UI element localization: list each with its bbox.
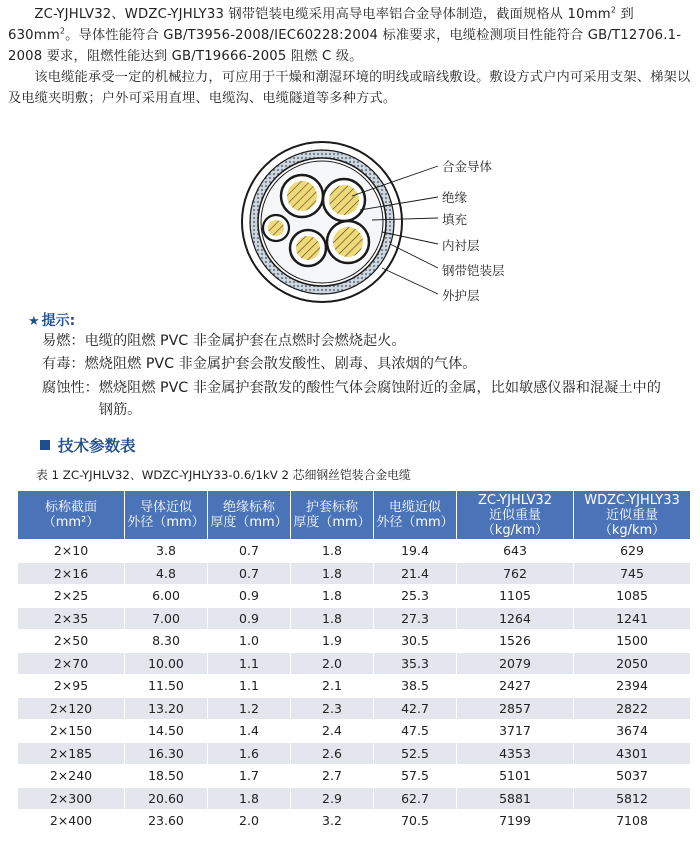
table-cell: 1.7 [208, 765, 291, 788]
table-row [18, 787, 691, 810]
table-cell: 7199 [457, 810, 574, 833]
column-header-line: 护套标称 [305, 500, 358, 515]
column-header-line: （kg/km） [481, 522, 549, 538]
table-cell: 5101 [457, 765, 574, 788]
column-header-line: 电缆近似 [388, 500, 441, 515]
tip-text: 燃烧阻燃 PVC 非金属护套会散发酸性、剧毒、具浓烟的气体。 [84, 356, 477, 372]
column-header [125, 491, 208, 540]
table-cell: 3717 [457, 720, 574, 743]
table-cell: 2.7 [291, 765, 374, 788]
cable-cross-section-diagram [232, 140, 532, 310]
table-cell: 7108 [574, 810, 691, 833]
column-header-line: 厚度（mm） [293, 515, 371, 530]
table-cell: 14.50 [125, 720, 208, 743]
table-cell: 57.5 [374, 765, 457, 788]
table-row [18, 810, 691, 833]
table-cell: 2×25 [18, 585, 125, 608]
table-cell: 0.7 [208, 540, 291, 563]
table-row [18, 697, 691, 720]
table-row [18, 607, 691, 630]
table-cell: 2.6 [291, 742, 374, 765]
table-cell: 2.3 [291, 697, 374, 720]
table-cell: 1.1 [208, 675, 291, 698]
table-cell: 1.2 [208, 697, 291, 720]
intro-p1-part-c: 。导体性能符合 GB/T3956-2008/IEC60228:2004 标准要求，电缆检测项目性能符合 GB/T12706.1-2008 要求，阻燃性能达到 GB/T19666-2005 阻燃 C 级。 [8, 28, 682, 64]
table-cell: 2.1 [291, 675, 374, 698]
table-cell: 11.50 [125, 675, 208, 698]
table-row [18, 765, 691, 788]
table-cell: 4301 [574, 742, 691, 765]
table-cell: 1.8 [291, 607, 374, 630]
table-row [18, 742, 691, 765]
table-cell: 2×70 [18, 652, 125, 675]
intro-p1-part-b: 到 630mm [8, 7, 634, 43]
table-cell: 3.2 [291, 810, 374, 833]
table-cell: 2×400 [18, 810, 125, 833]
table-cell: 2394 [574, 675, 691, 698]
table-cell: 21.4 [374, 562, 457, 585]
table-cell: 16.30 [125, 742, 208, 765]
table-cell: 1.0 [208, 630, 291, 653]
table-row [18, 630, 691, 653]
table-cell: 4353 [457, 742, 574, 765]
table-cell: 1526 [457, 630, 574, 653]
table-cell: 30.5 [374, 630, 457, 653]
table-cell: 35.3 [374, 652, 457, 675]
table-cell: 2.4 [291, 720, 374, 743]
column-header-line: 导体近似 [139, 500, 192, 515]
column-header [374, 491, 457, 540]
table-cell: 1105 [457, 585, 574, 608]
table-cell: 62.7 [374, 787, 457, 810]
table-cell: 0.9 [208, 607, 291, 630]
table-cell: 2×35 [18, 607, 125, 630]
tip-text: 燃烧阻燃 PVC 非金属护套散发的酸性气体会腐蚀附近的金属，比如敏感仪器和混凝土中的钢筋。 [98, 380, 661, 418]
superscript-2: 2 [59, 26, 66, 36]
table-cell: 1.9 [291, 630, 374, 653]
table-cell: 3674 [574, 720, 691, 743]
tip-label: 腐蚀性： [42, 380, 99, 396]
table-cell: 19.4 [374, 540, 457, 563]
column-header [457, 491, 574, 540]
column-header [18, 491, 125, 540]
table-cell: 1500 [574, 630, 691, 653]
table-cell: 2.9 [291, 787, 374, 810]
table-cell: 643 [457, 540, 574, 563]
table-cell: 3.8 [125, 540, 208, 563]
table-cell: 0.9 [208, 585, 291, 608]
table-cell: 13.20 [125, 697, 208, 720]
table-cell: 1.8 [208, 787, 291, 810]
table-cell: 4.8 [125, 562, 208, 585]
table-cell: 1264 [457, 607, 574, 630]
table-cell: 1.6 [208, 742, 291, 765]
spec-table-header [18, 491, 691, 540]
table-cell: 27.3 [374, 607, 457, 630]
table-cell: 8.30 [125, 630, 208, 653]
tip-toxic [42, 353, 476, 375]
table-cell: 2×300 [18, 787, 125, 810]
column-header-line: 标称截面 [44, 500, 97, 515]
table-row [18, 720, 691, 743]
table-cell: 2×240 [18, 765, 125, 788]
table-cell: 23.60 [125, 810, 208, 833]
spec-table-body [18, 540, 691, 833]
table-cell: 7.00 [125, 607, 208, 630]
callout-insulation: 绝缘 [442, 190, 468, 205]
table-cell: 38.5 [374, 675, 457, 698]
column-header-line: 绝缘标称 [222, 500, 275, 515]
table-cell: 52.5 [374, 742, 457, 765]
table-cell: 18.50 [125, 765, 208, 788]
table-cell: 20.60 [125, 787, 208, 810]
callout-steel-armor: 钢带铠装层 [442, 263, 505, 278]
column-header [574, 491, 691, 540]
table-cell: 2×185 [18, 742, 125, 765]
column-header-line: 外径（mm） [127, 515, 205, 530]
table-cell: 2×10 [18, 540, 125, 563]
intro-paragraph-2: 该电缆能承受一定的机械拉力，可应用于干燥和潮湿环境的明线或暗线敷设。敷设方式户内可采用支架、梯架以及电缆夹明敷；户外可采用直埋、电缆沟、电缆隧道等多种方式。 [8, 70, 691, 106]
table-cell: 2079 [457, 652, 574, 675]
table-cell: 1241 [574, 607, 691, 630]
column-header-line: ZC-YJHLV32 [478, 492, 552, 508]
column-header-line: （kg/km） [598, 522, 666, 538]
column-header-line: 厚度（mm） [210, 515, 288, 530]
column-header-line: 近似重量 [488, 507, 541, 523]
tip-label: 有毒： [42, 356, 85, 372]
tips-heading [28, 310, 75, 330]
table-cell: 6.00 [125, 585, 208, 608]
column-header-line: WDZC-YJHLY33 [584, 492, 680, 508]
intro-paragraph-1 [8, 4, 694, 67]
table-cell: 1085 [574, 585, 691, 608]
tip-text: 电缆的阻燃 PVC 非金属护套在点燃时会燃烧起火。 [84, 333, 406, 349]
tip-label: 易燃： [42, 333, 85, 349]
table-cell: 2×120 [18, 697, 125, 720]
table-cell: 2×50 [18, 630, 125, 653]
spec-table [17, 490, 691, 833]
table-row [18, 585, 691, 608]
column-header-line: 近似重量 [605, 507, 658, 523]
column-header-line: （mm²） [42, 515, 100, 530]
table-cell: 2×16 [18, 562, 125, 585]
column-header [208, 491, 291, 540]
table-cell: 5812 [574, 787, 691, 810]
table-cell: 70.5 [374, 810, 457, 833]
square-bullet-icon [40, 440, 50, 450]
callout-filler: 填充 [442, 212, 468, 227]
callout-conductor: 合金导体 [442, 159, 493, 174]
tip-corrosive [42, 377, 669, 421]
table-cell: 1.1 [208, 652, 291, 675]
table-cell: 2050 [574, 652, 691, 675]
column-header [291, 491, 374, 540]
table-cell: 2.0 [208, 810, 291, 833]
table-row [18, 562, 691, 585]
table-cell: 2×150 [18, 720, 125, 743]
table-row [18, 540, 691, 563]
section-title-text: 技术参数表 [58, 437, 136, 455]
table-caption: 表 1 ZC-YJHLV32、WDZC-YJHLY33-0.6/1kV 2 芯细钢丝铠装合金电缆 [36, 468, 411, 482]
table-cell: 42.7 [374, 697, 457, 720]
table-cell: 745 [574, 562, 691, 585]
table-cell: 10.00 [125, 652, 208, 675]
table-cell: 2427 [457, 675, 574, 698]
callout-inner-lining: 内衬层 [442, 238, 480, 253]
tip-flammable [42, 330, 406, 352]
table-cell: 47.5 [374, 720, 457, 743]
section-title [40, 434, 136, 456]
table-cell: 1.4 [208, 720, 291, 743]
table-cell: 2.0 [291, 652, 374, 675]
table-cell: 5037 [574, 765, 691, 788]
table-row [18, 675, 691, 698]
table-row [18, 652, 691, 675]
table-cell: 762 [457, 562, 574, 585]
intro-p1-part-a: ZC-YJHLV32、WDZC-YJHLY33 钢带铠装电缆采用高导电率铝合金导体制造，截面规格从 10mm [34, 7, 611, 22]
table-cell: 0.7 [208, 562, 291, 585]
table-cell: 2×95 [18, 675, 125, 698]
table-cell: 1.8 [291, 585, 374, 608]
table-cell: 629 [574, 540, 691, 563]
table-cell: 2857 [457, 697, 574, 720]
table-cell: 25.3 [374, 585, 457, 608]
table-cell: 2822 [574, 697, 691, 720]
intro-text [8, 4, 694, 109]
callout-outer-sheath: 外护层 [442, 288, 480, 303]
column-header-line: 外径（mm） [376, 515, 454, 530]
table-cell: 1.8 [291, 540, 374, 563]
table-cell: 1.8 [291, 562, 374, 585]
star-icon: ★ [28, 314, 40, 329]
tips-title-text: 提示: [41, 313, 76, 329]
superscript-2: 2 [610, 5, 617, 15]
table-cell: 5881 [457, 787, 574, 810]
